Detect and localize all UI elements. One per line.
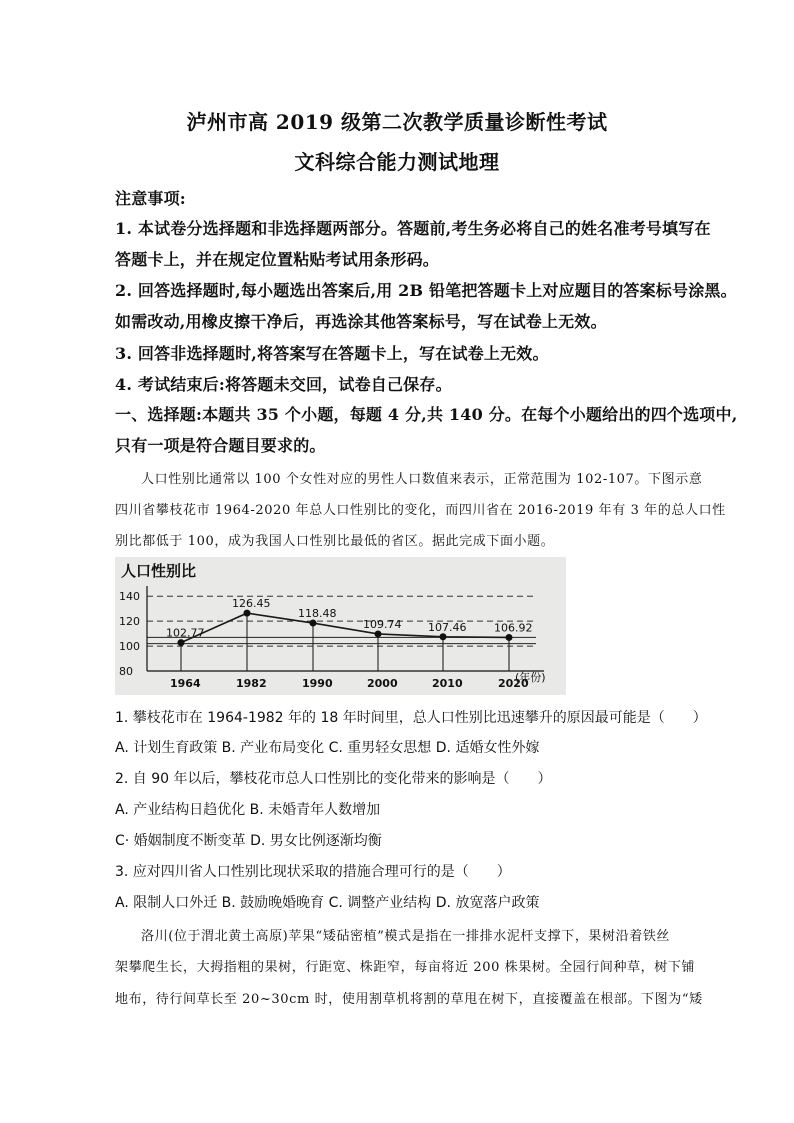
question-stem: 1. 攀枝花市在 1964-1982 年的 18 年时间里，总人口性别比迅速攀升的原因最可能是（ ） [115,710,707,726]
section-heading: 一、选择题:本题共 35 个小题，每题 4 分,共 140 分。在每个小题给出的四个选项中, [115,405,738,424]
question-options: C· 婚姻制度不断变革 D. 男女比例逐渐均衡 [115,833,382,849]
passage-line: 洛川(位于渭北黄土高原)苹果“矮砧密植”模式是指在一排排水泥杆支撑下，果树沿着铁丝 [141,929,671,944]
question-stem: 2. 自 90 年以后，攀枝花市总人口性别比的变化带来的影响是（ ） [115,771,552,787]
chart-title: 人口性别比 [121,562,197,580]
section-heading-cont: 只有一项是符合题目要求的。 [115,436,326,455]
notes-line: 答题卡上，并在规定位置粘贴考试用条形码。 [115,250,440,269]
sex-ratio-chart [115,557,566,695]
notes-line: 1. 本试卷分选择题和非选择题两部分。答题前,考生务必将自己的姓名准考号填写在 [115,219,711,238]
notes-line: 4. 考试结束后:将答题未交回，试卷自己保存。 [115,375,452,394]
data-point [506,634,513,641]
x-tick-label: 1990 [302,677,333,690]
question-options: A. 产业结构日趋优化 B. 未婚青年人数增加 [115,802,381,818]
x-tick-label: 2020 [498,677,529,690]
x-tick-label: 1982 [236,677,267,690]
notes-heading: 注意事项: [115,189,186,208]
y-tick-label: 80 [119,665,133,678]
exam-subtitle: 文科综合能力测试地理 [294,150,500,174]
x-tick-label: 2010 [432,677,463,690]
data-label: 118.48 [298,607,337,621]
data-point [375,630,382,637]
passage-line: 架攀爬生长，大拇指粗的果树，行距宽、株距窄，每亩将近 200 株果树。全园行间种草，树下铺 [115,960,696,975]
notes-line: 如需改动,用橡皮擦干净后，再选涂其他答案标号，写在试卷上无效。 [115,312,607,331]
y-tick-label: 120 [119,615,140,629]
notes-line: 2. 回答选择题时,每小题选出答案后,用 2B 铅笔把答题卡上对应题目的答案标号涂黑。 [115,281,737,300]
passage-line: 别比都低于 100，成为我国人口性别比最低的省区。据此完成下面小题。 [115,534,555,549]
data-label: 102.77 [166,626,205,640]
data-point [178,639,185,646]
y-tick-label: 100 [119,640,140,654]
passage-line: 地布，待行间草长至 20~30cm 时，使用割草机将割的草甩在树下，直接覆盖在根部。下图为“矮 [115,992,703,1007]
data-label: 126.45 [232,597,271,611]
data-point [440,633,447,640]
y-tick-label: 140 [119,590,140,604]
question-options: A. 计划生育政策 B. 产业布局变化 C. 重男轻女思想 D. 适婚女性外嫁 [115,740,540,756]
data-point [310,620,317,627]
notes-line: 3. 回答非选择题时,将答案写在答题卡上，写在试卷上无效。 [115,344,549,363]
data-label: 106.92 [494,621,533,635]
x-tick-label: 2000 [367,677,398,690]
data-label: 107.46 [428,620,467,634]
data-point [244,610,251,617]
question-stem: 3. 应对四川省人口性别比现状采取的措施合理可行的是（ ） [115,864,511,880]
passage-line: 人口性别比通常以 100 个女性对应的男性人口数值来表示，正常范围为 102-107。下图示意 [141,472,703,487]
x-tick-label: 1964 [170,677,201,690]
passage-line: 四川省攀枝花市 1964-2020 年总人口性别比的变化，而四川省在 2016-2019 年有 3 年的总人口性 [115,503,726,518]
exam-title: 泸州市高 2019 级第二次教学质量诊断性考试 [186,110,608,134]
question-options: A. 限制人口外迁 B. 鼓励晚婚晚育 C. 调整产业结构 D. 放宽落户政策 [115,895,540,911]
data-label: 109.74 [363,617,402,631]
chart-canvas [115,557,566,695]
x-axis-label: (年份) [515,671,546,684]
